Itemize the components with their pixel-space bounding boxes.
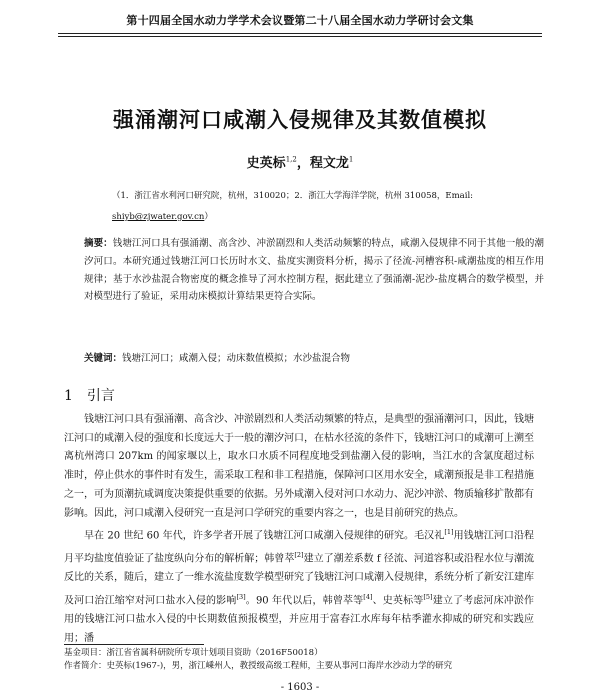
body-paragraph bbox=[64, 523, 534, 648]
citation-ref[interactable]: [3] bbox=[236, 592, 246, 601]
section-title: 引言 bbox=[86, 388, 115, 404]
author-name: 史英标 bbox=[246, 156, 286, 171]
citation-ref[interactable]: [2] bbox=[294, 551, 304, 560]
citation-ref[interactable]: [1] bbox=[444, 528, 454, 537]
author-name: 程文龙 bbox=[309, 156, 349, 171]
citation-ref[interactable]: [5] bbox=[423, 592, 433, 601]
citation-ref[interactable]: [4] bbox=[363, 592, 373, 601]
footnote-fund: 基金项目：浙江省省属科研院所专项计划项目资助（2016F50018） bbox=[64, 648, 323, 658]
body-text-run: 建立了潮差系数 f 径流、河道容积或沿程水位与潮流反比的关系，随后，建立了一维水流盐度数学模型研究了钱塘江河口咸潮入侵规律，系统分析了新安江建库及河口治江缩窄对河口盐水入侵的影响 bbox=[64, 553, 535, 607]
body-text-run: 用钱塘江河口沿程月平均盐度值验证了盐度纵向分布的解析解；韩曾萃 bbox=[64, 530, 535, 565]
section-number: 1 bbox=[64, 388, 73, 404]
body-text-run: 早在 20 世纪 60 年代，许多学者开展了钱塘江河口咸潮入侵规律的研究。毛汉礼 bbox=[84, 530, 445, 542]
paper-title: 强涌潮河口咸潮入侵规律及其数值模拟 bbox=[113, 108, 487, 132]
keywords-label: 关键词： bbox=[84, 353, 123, 364]
affiliation bbox=[112, 186, 512, 228]
header-rule-top bbox=[58, 33, 542, 34]
abstract-text: 钱塘江河口具有强涌潮、高含沙、冲淤剧烈和人类活动频繁的特点，咸潮入侵规律不同于其他一般的潮汐河口。本研究通过钱塘江河口长历时水文、盐度实测资料分析，揭示了径流-河槽容积-咸潮盐度的相互作用规律；基于水沙盐混合物密度的概念推导了河水控制方程，据此建立了强涌潮-泥沙-盐度耦合的数学模型，并对模型进行了验证，采用动床模拟计算结果更符合实际。 bbox=[84, 238, 544, 303]
footnotes bbox=[64, 647, 544, 673]
keywords bbox=[84, 350, 544, 364]
author-separator: ， bbox=[296, 156, 310, 171]
footnote-rule bbox=[64, 644, 204, 645]
body-paragraph: 钱塘江河口具有强涌潮、高含沙、冲淤剧烈和人类活动频繁的特点，是典型的强涌潮河口，因此，钱塘江河口的咸潮入侵的强度和长度远大于一般的潮汐河口，在枯水径流的条件下，钱塘江河口的咸潮可上溯至离杭州湾口 207km 的闻家堰以上，取水口水质不同程度地受到盐潮入侵的影响，当江水的含氯度超过标准时，停止供水的事件时有发生，需采取工程和非工程措施，保障河口区用水安全，咸潮预报是非工程措施之一，可为顶潮抗咸调度决策提供重要的依据。另外咸潮入侵对河口水动力、泥沙冲淤、物质输移扩散都有影响。因此，河口咸潮入侵研究一直是河口学研究的重要内容之一，也是目前研究的热点。 bbox=[64, 414, 534, 519]
author-line bbox=[100, 152, 500, 171]
body-text bbox=[64, 411, 534, 648]
body-text-run: 、史英标等 bbox=[372, 595, 424, 607]
author-affiliation-mark: 1,2 bbox=[285, 155, 297, 164]
body-text-run: 。90 年代以后，韩曾萃等 bbox=[245, 595, 364, 607]
header-rule-bottom bbox=[58, 36, 542, 37]
page-number: - 1603 - bbox=[280, 682, 320, 693]
author-email-link[interactable]: shiyb@zjwater.gov.cn bbox=[112, 212, 205, 222]
running-header: 第十四届全国水动力学学术会议暨第二十八届全国水动力学研讨会文集 bbox=[126, 14, 474, 27]
affiliation-text: （1．浙江省水利河口研究院，杭州，310020；2．浙江大学海洋学院，杭州 310058，Email: bbox=[112, 191, 474, 201]
footnote-author-bio: 作者简介：史英标(1967-)，男，浙江嵊州人，教授级高级工程师，主要从事河口海岸水沙动力学的研究 bbox=[64, 661, 453, 671]
author-affiliation-mark: 1 bbox=[348, 155, 354, 164]
affiliation-close: ） bbox=[204, 212, 213, 222]
abstract bbox=[84, 235, 544, 306]
abstract-label: 摘要： bbox=[84, 238, 113, 249]
keywords-text: 钱塘江河口；咸潮入侵；动床数值模拟；水沙盐混合物 bbox=[122, 353, 351, 364]
body-text-run: 建立了考虑河床冲淤作用的钱塘江河口盐水入侵的中长期数值预报模型，并应用于富春江水库每年枯季灌水抑咸的研究和实践应用；潘 bbox=[64, 595, 535, 644]
section-heading bbox=[64, 385, 115, 405]
